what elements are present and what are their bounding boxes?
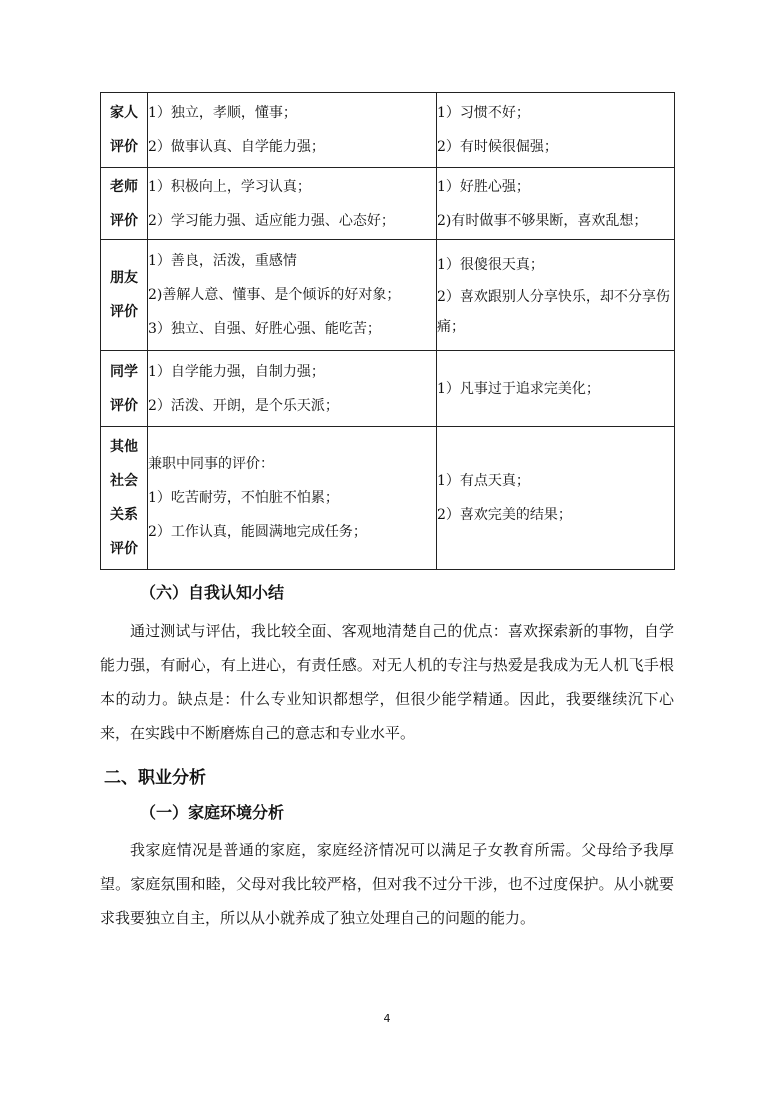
category-cell: 朋友 评价 [101,240,148,351]
page-number: 4 [383,1012,391,1025]
list-item: 2）喜欢完美的结果； [437,507,572,523]
strengths-cell [148,168,437,240]
table-row [101,240,675,351]
table-row [101,93,675,168]
list-item: 2）活泼、开朗，是个乐天派； [148,397,339,414]
weaknesses-cell [437,93,675,168]
list-item: 1）习惯不好； [437,105,530,121]
list-item: 2）喜欢跟别人分享快乐，却不分享伤痛； [437,289,670,335]
table-row [101,168,675,240]
list-item: 1）积极向上，学习认真； [148,178,311,195]
list-item: 1）独立，孝顺，懂事； [148,105,297,121]
table-row [101,351,675,427]
list-item: 1）有点天真； [437,473,530,489]
list-item: 兼职中同事的评价： [148,456,274,472]
weaknesses-cell [437,427,675,570]
weaknesses-cell [437,240,675,351]
table-row [101,427,675,570]
weaknesses-cell [437,351,675,427]
list-item: 2)善解人意、懂事、是个倾诉的好对象； [148,287,401,303]
list-item: 1）善良，活泼，重感情 [148,253,297,269]
list-item: 1）好胜心强； [437,178,530,195]
section-heading-family: （一）家庭环境分析 [140,803,285,822]
family-paragraph: 我家庭情况是普通的家庭，家庭经济情况可以满足子女教育所需。父母给予我厚望。家庭氛围和睦，父母对我比较严格，但对我不过分干涉，也不过度保护。从小就要求我要独立自主，所以从小就养成了独立处理自己的问题的能力。 [100,841,674,927]
category-cell: 同学 评价 [101,351,148,427]
weaknesses-cell [437,168,675,240]
strengths-cell [148,427,437,570]
list-item: 1）很傻很天真； [437,257,544,273]
strengths-cell [148,351,437,427]
list-item: 1）吃苦耐劳，不怕脏不怕累； [148,490,339,506]
summary-paragraph: 通过测试与评估，我比较全面、客观地清楚自己的优点：喜欢探索新的事物，自学能力强，有耐心，有上进心，有责任感。对无人机的专注与热爱是我成为无人机飞手根本的动力。缺点是：什么专业知识都想学，但很少能学精通。因此，我要继续沉下心来，在实践中不断磨炼自己的意志和专业水平。 [100,622,674,742]
category-cell: 家人 评价 [101,93,148,168]
strengths-cell [148,93,437,168]
list-item: 2）工作认真，能圆满地完成任务； [148,524,367,540]
section-heading-career: 二、职业分析 [104,768,206,788]
category-cell: 老师 评价 [101,168,148,240]
list-item: 1）自学能力强，自制力强； [148,363,325,380]
evaluation-table [100,92,675,570]
list-item: 2）学习能力强、适应能力强、心态好； [148,212,395,229]
category-cell: 其他 社会 关系 评价 [101,427,148,570]
list-item: 2）有时候很倔强； [437,139,558,155]
list-item: 1）凡事过于追求完美化； [437,380,600,397]
list-item: 3）独立、自强、好胜心强、能吃苦； [148,321,381,337]
list-item: 2)有时做事不够果断，喜欢乱想； [437,212,648,229]
strengths-cell [148,240,437,351]
list-item: 2）做事认真、自学能力强； [148,139,325,155]
section-heading-summary: （六）自我认知小结 [140,583,285,602]
